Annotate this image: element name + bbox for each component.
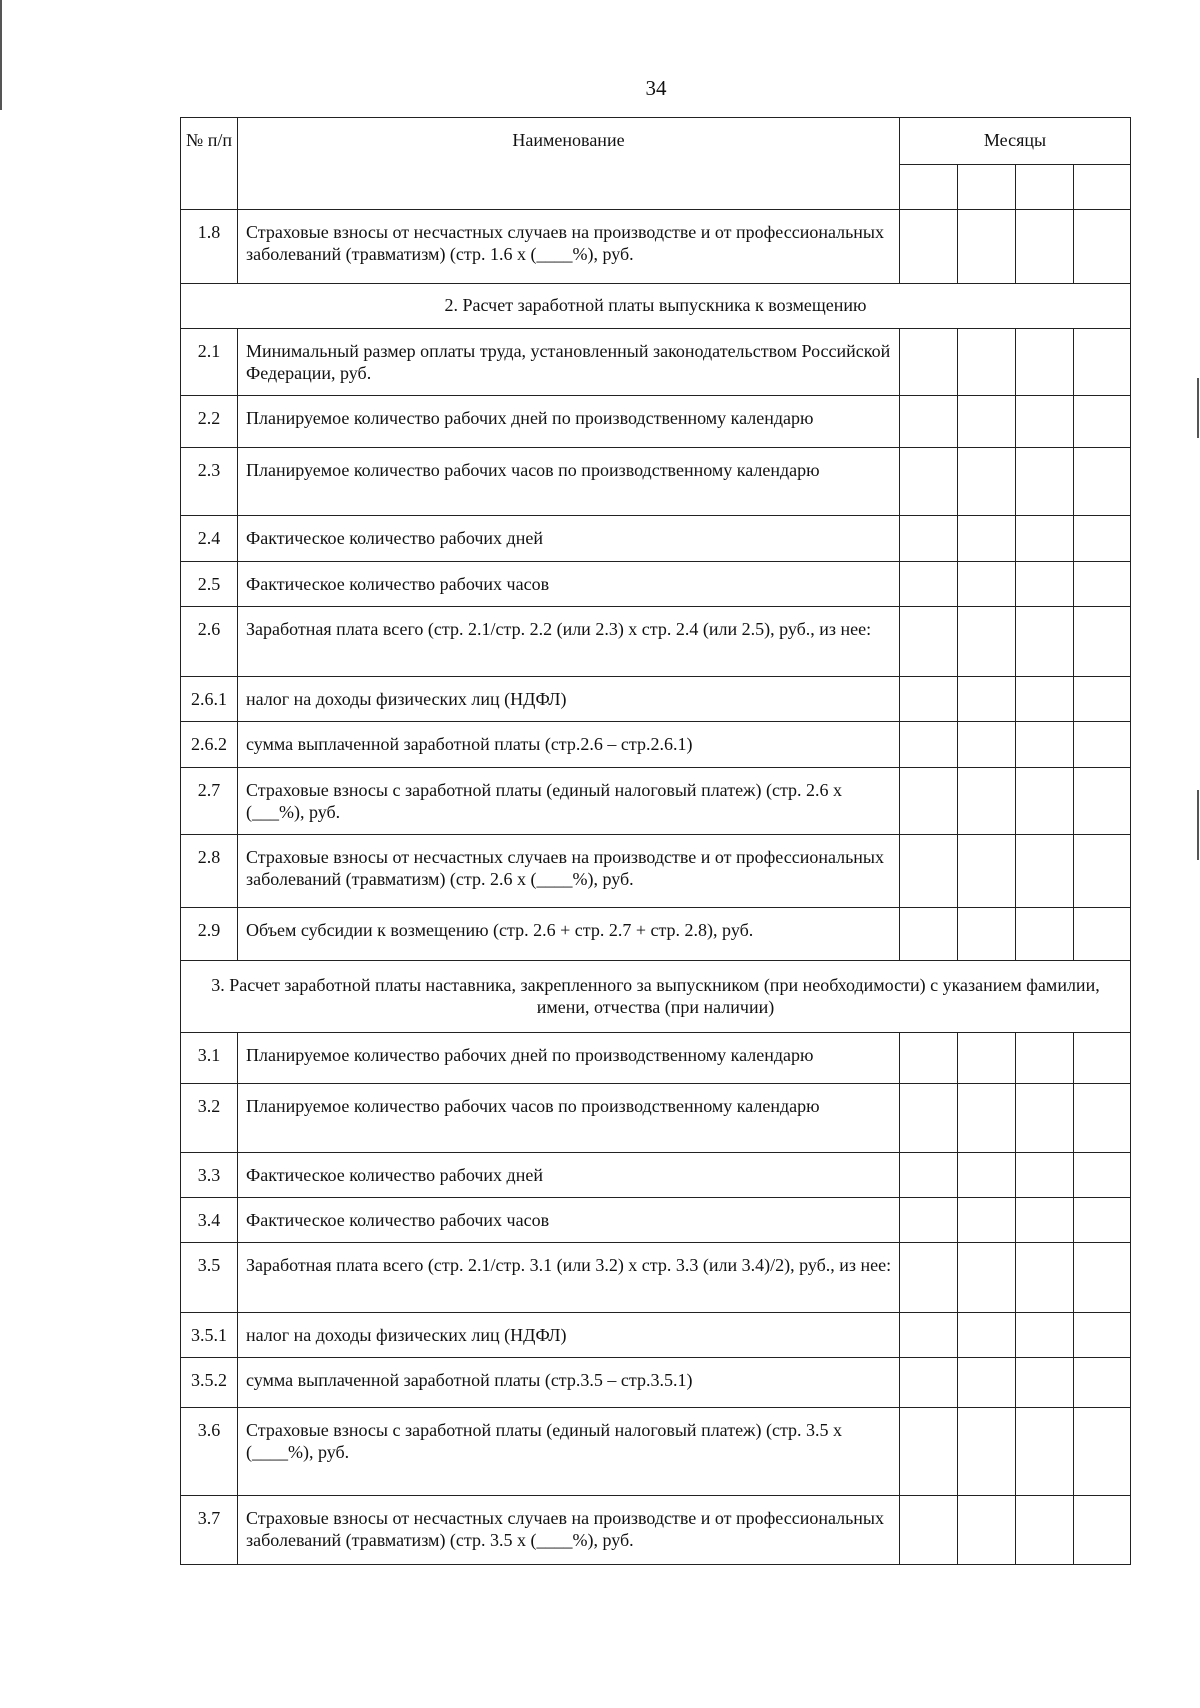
month-header-cell xyxy=(900,165,958,210)
table-row xyxy=(181,1496,1131,1565)
row-number: 2.8 xyxy=(181,835,238,908)
month-value-cell xyxy=(1074,768,1131,835)
month-value-cell xyxy=(1074,1243,1131,1313)
row-description: сумма выплаченной заработной платы (стр.2.6 – стр.2.6.1) xyxy=(238,722,900,768)
month-value-cell xyxy=(1016,768,1074,835)
subsidy-calculation-table xyxy=(180,117,1131,1565)
row-number: 3.5 xyxy=(181,1243,238,1313)
table-row xyxy=(181,1243,1131,1313)
right-margin-line xyxy=(1197,790,1199,860)
section-title: 2. Расчет заработной платы выпускника к возмещению xyxy=(181,284,1131,329)
month-value-cell xyxy=(958,210,1016,284)
table-row xyxy=(181,722,1131,768)
row-number: 2.1 xyxy=(181,329,238,396)
month-value-cell xyxy=(1016,448,1074,516)
row-description: Страховые взносы с заработной платы (единый налоговый платеж) (стр. 2.6 х (___%), руб. xyxy=(238,768,900,835)
row-description: Фактическое количество рабочих дней xyxy=(238,516,900,562)
month-value-cell xyxy=(958,908,1016,961)
row-description: Фактическое количество рабочих дней xyxy=(238,1153,900,1198)
month-value-cell xyxy=(900,448,958,516)
row-description: Заработная плата всего (стр. 2.1/стр. 3.1 (или 3.2) х стр. 3.3 (или 3.4)/2), руб., из нее: xyxy=(238,1243,900,1313)
table-row xyxy=(181,210,1131,284)
row-description: налог на доходы физических лиц (НДФЛ) xyxy=(238,677,900,722)
row-description: сумма выплаченной заработной платы (стр.3.5 – стр.3.5.1) xyxy=(238,1358,900,1408)
table-row xyxy=(181,1153,1131,1198)
month-value-cell xyxy=(1016,1153,1074,1198)
row-description: Страховые взносы с заработной платы (единый налоговый платеж) (стр. 3.5 х (____%), руб. xyxy=(238,1408,900,1496)
month-value-cell xyxy=(900,396,958,448)
month-value-cell xyxy=(1074,722,1131,768)
section-header-row xyxy=(181,961,1131,1033)
month-value-cell xyxy=(900,1358,958,1408)
month-value-cell xyxy=(1016,1313,1074,1358)
month-value-cell xyxy=(958,1084,1016,1153)
month-value-cell xyxy=(958,607,1016,677)
month-value-cell xyxy=(1074,908,1131,961)
table-row xyxy=(181,562,1131,607)
row-description: Планируемое количество рабочих дней по производственному календарю xyxy=(238,396,900,448)
month-value-cell xyxy=(1074,1084,1131,1153)
table-row xyxy=(181,516,1131,562)
row-description: Фактическое количество рабочих часов xyxy=(238,562,900,607)
month-value-cell xyxy=(958,835,1016,908)
month-value-cell xyxy=(1016,329,1074,396)
section-title: 3. Расчет заработной платы наставника, закрепленного за выпускником (при необходимости) с указанием фамилии, имени, отчества (при наличии) xyxy=(181,961,1131,1033)
month-value-cell xyxy=(1016,210,1074,284)
month-value-cell xyxy=(900,1408,958,1496)
row-description: Минимальный размер оплаты труда, установленный законодательством Российской Федерации, руб. xyxy=(238,329,900,396)
month-value-cell xyxy=(900,607,958,677)
row-number: 3.6 xyxy=(181,1408,238,1496)
row-number: 3.1 xyxy=(181,1033,238,1084)
month-value-cell xyxy=(900,1084,958,1153)
month-value-cell xyxy=(900,1153,958,1198)
row-description: Страховые взносы от несчастных случаев на производстве и от профессиональных заболеваний (травматизм) (стр. 1.6 х (____%), руб. xyxy=(238,210,900,284)
table-row xyxy=(181,768,1131,835)
row-number: 3.7 xyxy=(181,1496,238,1565)
month-value-cell xyxy=(958,1358,1016,1408)
month-value-cell xyxy=(1016,396,1074,448)
row-number: 2.6 xyxy=(181,607,238,677)
month-value-cell xyxy=(1016,1358,1074,1408)
month-value-cell xyxy=(958,768,1016,835)
row-number: 2.6.1 xyxy=(181,677,238,722)
month-value-cell xyxy=(900,1496,958,1565)
month-value-cell xyxy=(900,516,958,562)
header-num: № п/п xyxy=(181,118,238,210)
table-row xyxy=(181,677,1131,722)
row-number: 2.3 xyxy=(181,448,238,516)
row-number: 2.4 xyxy=(181,516,238,562)
month-value-cell xyxy=(1074,1198,1131,1243)
month-value-cell xyxy=(1016,516,1074,562)
month-value-cell xyxy=(958,1033,1016,1084)
month-value-cell xyxy=(900,835,958,908)
month-value-cell xyxy=(1074,210,1131,284)
month-value-cell xyxy=(1016,1496,1074,1565)
month-value-cell xyxy=(1074,835,1131,908)
row-description: Объем субсидии к возмещению (стр. 2.6 + стр. 2.7 + стр. 2.8), руб. xyxy=(238,908,900,961)
month-value-cell xyxy=(1016,1198,1074,1243)
month-value-cell xyxy=(1016,1084,1074,1153)
month-value-cell xyxy=(1074,1496,1131,1565)
month-value-cell xyxy=(1074,677,1131,722)
month-value-cell xyxy=(900,329,958,396)
month-value-cell xyxy=(958,1496,1016,1565)
month-value-cell xyxy=(1074,1358,1131,1408)
month-value-cell xyxy=(958,1198,1016,1243)
month-value-cell xyxy=(1016,908,1074,961)
month-value-cell xyxy=(958,329,1016,396)
row-number: 3.5.1 xyxy=(181,1313,238,1358)
row-description: Фактическое количество рабочих часов xyxy=(238,1198,900,1243)
month-value-cell xyxy=(900,768,958,835)
month-value-cell xyxy=(1074,448,1131,516)
table-row xyxy=(181,1084,1131,1153)
table-row xyxy=(181,908,1131,961)
month-value-cell xyxy=(1016,1243,1074,1313)
month-value-cell xyxy=(1074,516,1131,562)
month-value-cell xyxy=(900,677,958,722)
table-row xyxy=(181,835,1131,908)
month-value-cell xyxy=(900,562,958,607)
table-row xyxy=(181,448,1131,516)
month-value-cell xyxy=(900,1243,958,1313)
month-value-cell xyxy=(958,396,1016,448)
row-description: Страховые взносы от несчастных случаев на производстве и от профессиональных заболеваний (травматизм) (стр. 2.6 х (____%), руб. xyxy=(238,835,900,908)
month-value-cell xyxy=(958,722,1016,768)
table-body xyxy=(181,210,1131,1565)
month-value-cell xyxy=(900,210,958,284)
month-value-cell xyxy=(1074,329,1131,396)
month-value-cell xyxy=(1016,722,1074,768)
row-number: 2.2 xyxy=(181,396,238,448)
month-value-cell xyxy=(1016,562,1074,607)
header-months: Месяцы xyxy=(900,118,1131,165)
row-number: 3.2 xyxy=(181,1084,238,1153)
month-value-cell xyxy=(1074,1153,1131,1198)
row-description: налог на доходы физических лиц (НДФЛ) xyxy=(238,1313,900,1358)
row-number: 3.5.2 xyxy=(181,1358,238,1408)
row-number: 2.6.2 xyxy=(181,722,238,768)
month-value-cell xyxy=(958,1153,1016,1198)
row-number: 2.9 xyxy=(181,908,238,961)
month-value-cell xyxy=(900,908,958,961)
month-value-cell xyxy=(958,448,1016,516)
month-value-cell xyxy=(1074,607,1131,677)
table-row xyxy=(181,1408,1131,1496)
month-header-cell xyxy=(1074,165,1131,210)
month-value-cell xyxy=(1074,562,1131,607)
month-value-cell xyxy=(900,1198,958,1243)
header-name: Наименование xyxy=(238,118,900,210)
right-margin-line xyxy=(1197,378,1199,438)
month-header-cell xyxy=(1016,165,1074,210)
month-value-cell xyxy=(958,1408,1016,1496)
month-value-cell xyxy=(1016,835,1074,908)
month-value-cell xyxy=(900,1313,958,1358)
month-value-cell xyxy=(1074,396,1131,448)
row-description: Планируемое количество рабочих дней по производственному календарю xyxy=(238,1033,900,1084)
table-row xyxy=(181,1198,1131,1243)
row-number: 3.4 xyxy=(181,1198,238,1243)
month-value-cell xyxy=(1074,1033,1131,1084)
row-description: Страховые взносы от несчастных случаев на производстве и от профессиональных заболеваний (травматизм) (стр. 3.5 х (____%), руб. xyxy=(238,1496,900,1565)
row-number: 2.5 xyxy=(181,562,238,607)
table-row xyxy=(181,1313,1131,1358)
table-row xyxy=(181,1033,1131,1084)
month-value-cell xyxy=(1016,607,1074,677)
row-number: 3.3 xyxy=(181,1153,238,1198)
month-value-cell xyxy=(958,562,1016,607)
month-value-cell xyxy=(1016,677,1074,722)
month-value-cell xyxy=(900,722,958,768)
month-value-cell xyxy=(1016,1033,1074,1084)
month-value-cell xyxy=(958,1243,1016,1313)
row-description: Планируемое количество рабочих часов по производственному календарю xyxy=(238,1084,900,1153)
table-row xyxy=(181,1358,1131,1408)
section-header-row xyxy=(181,284,1131,329)
month-value-cell xyxy=(1016,1408,1074,1496)
month-value-cell xyxy=(958,677,1016,722)
month-header-cell xyxy=(958,165,1016,210)
table-row xyxy=(181,396,1131,448)
row-description: Планируемое количество рабочих часов по производственному календарю xyxy=(238,448,900,516)
month-value-cell xyxy=(1074,1408,1131,1496)
table-row xyxy=(181,329,1131,396)
month-value-cell xyxy=(958,1313,1016,1358)
row-description: Заработная плата всего (стр. 2.1/стр. 2.2 (или 2.3) х стр. 2.4 (или 2.5), руб., из нее: xyxy=(238,607,900,677)
page-number: 34 xyxy=(645,76,667,100)
row-number: 2.7 xyxy=(181,768,238,835)
month-value-cell xyxy=(1074,1313,1131,1358)
table-row xyxy=(181,607,1131,677)
month-value-cell xyxy=(958,516,1016,562)
month-value-cell xyxy=(900,1033,958,1084)
row-number: 1.8 xyxy=(181,210,238,284)
